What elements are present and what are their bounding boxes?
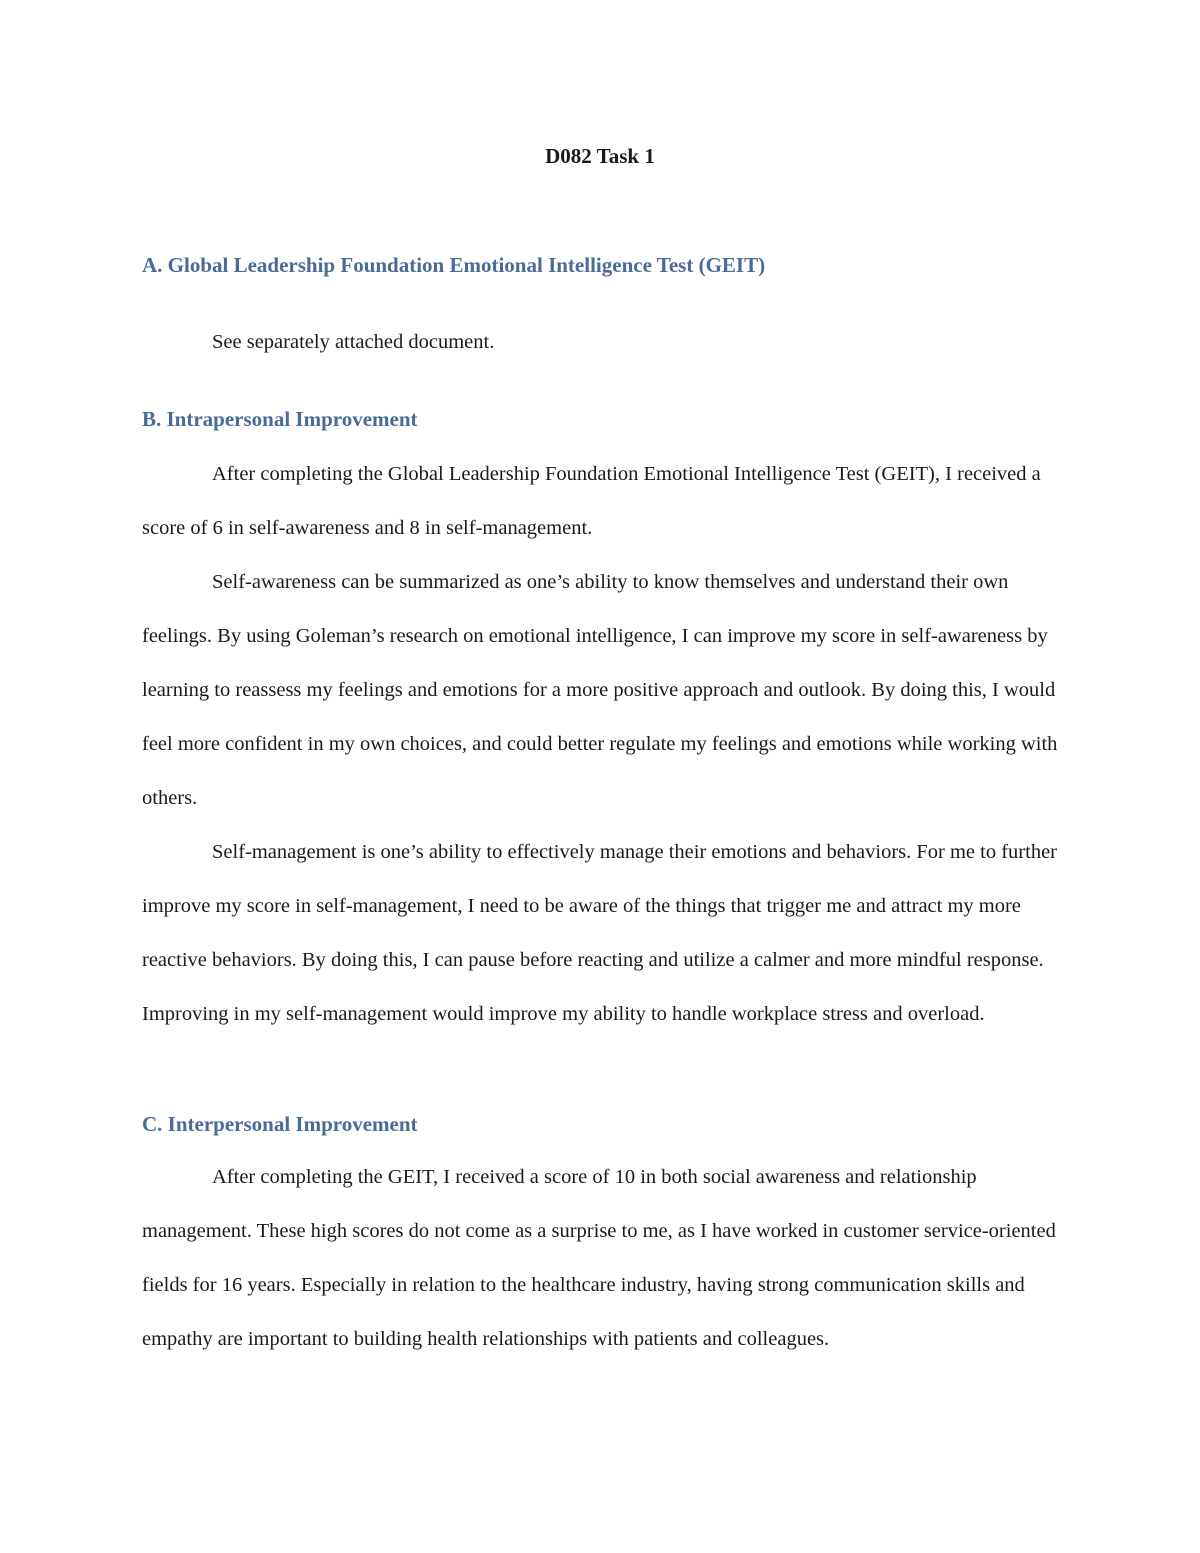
- section-b-paragraph-2: Self-awareness can be summarized as one’s ability to know themselves and understand their own feelings. By using Goleman’s research on emotional intelligence, I can improve my score in self-awareness by learning to reassess my feelings and emotions for a more positive approach and outlook. By doing this, I would feel more confident in my own choices, and could better regulate my feelings and emotions while working with others.: [142, 571, 1058, 809]
- document-title: D082 Task 1: [545, 144, 655, 168]
- section-b-heading: B. Intrapersonal Improvement: [142, 407, 418, 431]
- section-a-paragraph-1: See separately attached document.: [212, 331, 495, 353]
- section-a-heading: A. Global Leadership Foundation Emotional Intelligence Test (GEIT): [142, 253, 766, 277]
- section-c-paragraph-1: After completing the GEIT, I received a score of 10 in both social awareness and relationship management. These high scores do not come as a surprise to me, as I have worked in customer service-oriented fields for 16 years. Especially in relation to the healthcare industry, having strong communication skills and empathy are important to building health relationships with patients and colleagues.: [142, 1166, 1056, 1350]
- section-b-paragraph-1: After completing the Global Leadership Foundation Emotional Intelligence Test (GEIT), I received a score of 6 in self-awareness and 8 in self-management.: [142, 463, 1041, 539]
- section-c-heading: C. Interpersonal Improvement: [142, 1112, 418, 1136]
- section-b-paragraph-3: Self-management is one’s ability to effectively manage their emotions and behaviors. For me to further improve my score in self-management, I need to be aware of the things that trigger me and attract my more reactive behaviors. By doing this, I can pause before reacting and utilize a calmer and more mindful response. Improving in my self-management would improve my ability to handle workplace stress and overload.: [142, 841, 1058, 1025]
